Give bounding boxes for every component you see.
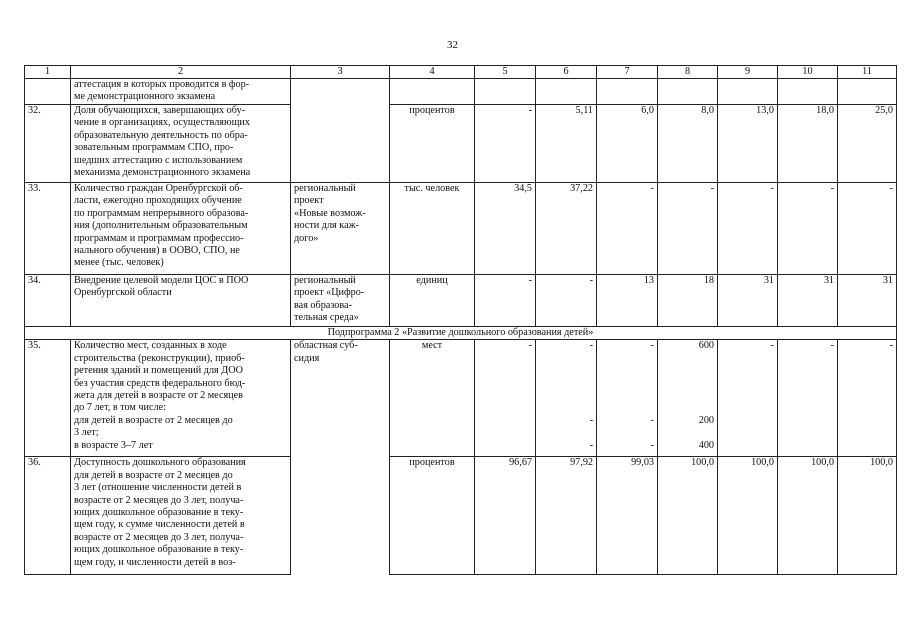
- table-row: [25, 79, 897, 105]
- value-2m-3y: -: [650, 414, 654, 426]
- value-cell: -: [658, 183, 718, 275]
- value-cell: [475, 340, 536, 457]
- row-number: 36.: [25, 457, 71, 575]
- value-cell: [718, 340, 778, 457]
- indicator-text: Количество мест, созданных в ходе строительства (реконструкции), приоб- ретения зданий и помещений для ДОО без участия средств федерального бюд- жета для детей в возрасте от 2 месяцев до 7 лет, в том числе: для детей в возрасте от 2 месяцев до 3 лет; в возрасте 3–7 лет: [71, 340, 291, 457]
- unit-cell: тыс. человек: [390, 183, 475, 275]
- value-cell: -: [475, 105, 536, 183]
- column-number: 3: [291, 66, 390, 79]
- source-cell: региональный проект «Новые возмож- ности для каж- дого»: [291, 183, 390, 275]
- unit-cell: процентов: [390, 457, 475, 575]
- value-cell: -: [718, 183, 778, 275]
- value-cell: 31: [718, 275, 778, 327]
- value-cell: [597, 79, 658, 105]
- value-cell: [778, 79, 838, 105]
- value-cell: 18: [658, 275, 718, 327]
- value-cell: 100,0: [838, 457, 897, 575]
- column-number: 10: [778, 66, 838, 79]
- value-cell: 25,0: [838, 105, 897, 183]
- value-cell: 31: [778, 275, 838, 327]
- unit-cell: процентов: [390, 105, 475, 183]
- value-total: 600: [698, 340, 714, 352]
- table-row: [25, 457, 897, 575]
- column-number: 5: [475, 66, 536, 79]
- table-row: [25, 183, 897, 275]
- value-total: -: [589, 340, 593, 352]
- value-cell: 31: [838, 275, 897, 327]
- value-cell: 100,0: [778, 457, 838, 575]
- value-cell: -: [475, 275, 536, 327]
- value-2m-3y: -: [589, 414, 593, 426]
- column-number: 2: [71, 66, 291, 79]
- value-cell: 34,5: [475, 183, 536, 275]
- subprogram-heading: Подпрограмма 2 «Развитие дошкольного образования детей»: [25, 327, 897, 340]
- value-cell: 96,67: [475, 457, 536, 575]
- value-cell: 5,11: [536, 105, 597, 183]
- value-cell: -: [536, 275, 597, 327]
- unit-cell: [390, 79, 475, 105]
- value-cell: [778, 340, 838, 457]
- row-number: 35.: [25, 340, 71, 457]
- row-number: 32.: [25, 105, 71, 183]
- value-cell: -: [778, 183, 838, 275]
- value-cell: 6,0: [597, 105, 658, 183]
- value-cell: [838, 340, 897, 457]
- column-number: 7: [597, 66, 658, 79]
- source-cell: областная суб- сидия: [291, 340, 390, 575]
- value-cell: [536, 340, 597, 457]
- value-cell: 37,22: [536, 183, 597, 275]
- value-cell: [718, 79, 778, 105]
- column-number-row: [25, 66, 897, 79]
- value-3-7y: 400: [698, 439, 714, 451]
- value-total: -: [770, 340, 774, 352]
- value-total: -: [528, 340, 532, 352]
- value-cell: 100,0: [718, 457, 778, 575]
- value-cell: -: [597, 183, 658, 275]
- value-cell: 18,0: [778, 105, 838, 183]
- column-number: 4: [390, 66, 475, 79]
- value-cell: 97,92: [536, 457, 597, 575]
- table-row: [25, 340, 897, 457]
- value-cell: 13,0: [718, 105, 778, 183]
- value-cell: [838, 79, 897, 105]
- value-cell: 99,03: [597, 457, 658, 575]
- column-number: 1: [25, 66, 71, 79]
- indicator-text: Внедрение целевой модели ЦОС в ПОО Оренбургской области: [71, 275, 291, 327]
- value-cell: [658, 340, 718, 457]
- value-total: -: [830, 340, 834, 352]
- page-number: 32: [447, 39, 458, 51]
- unit-cell: мест: [390, 340, 475, 457]
- indicator-text: Количество граждан Оренбургской об- ласти, ежегодно проходящих обучение по программам непрерывного образова- ния (дополнительным образовательным программам и программам профессио- нального обучения) в ООВО, СПО, не менее (тыс. человек): [71, 183, 291, 275]
- value-cell: [536, 79, 597, 105]
- value-cell: [597, 340, 658, 457]
- source-cell: региональный проект «Цифро- вая образова- тельная среда»: [291, 275, 390, 327]
- table-row: [25, 105, 897, 183]
- source-cell: [291, 79, 390, 183]
- value-cell: 8,0: [658, 105, 718, 183]
- value-cell: 100,0: [658, 457, 718, 575]
- unit-cell: единиц: [390, 275, 475, 327]
- row-number: 33.: [25, 183, 71, 275]
- indicator-text: аттестация в которых проводится в фор- ме демонстрационного экзамена: [71, 79, 291, 105]
- value-cell: -: [838, 183, 897, 275]
- column-number: 6: [536, 66, 597, 79]
- indicators-table: [24, 65, 897, 575]
- table-row: [25, 275, 897, 327]
- value-cell: [658, 79, 718, 105]
- row-number: 34.: [25, 275, 71, 327]
- value-3-7y: -: [650, 439, 654, 451]
- value-total: -: [889, 340, 893, 352]
- column-number: 9: [718, 66, 778, 79]
- value-total: -: [650, 340, 654, 352]
- column-number: 8: [658, 66, 718, 79]
- subprogram-row: [25, 327, 897, 340]
- value-cell: 13: [597, 275, 658, 327]
- value-2m-3y: 200: [698, 414, 714, 426]
- indicator-text: Доля обучающихся, завершающих обу- чение в организациях, осуществляющих образовательную деятельность по обра- зовательным программам СПО, про- шедших аттестацию с использованием механизма демонстрационного экзамена: [71, 105, 291, 183]
- row-number: [25, 79, 71, 105]
- column-number: 11: [838, 66, 897, 79]
- value-3-7y: -: [589, 439, 593, 451]
- indicator-text: Доступность дошкольного образования для детей в возрасте от 2 месяцев до 3 лет (отношение численности детей в возрасте от 2 месяцев до 3 лет, получа- ющих дошкольное образование в теку- щем году, к сумме численности детей в возрасте от 2 месяцев до 3 лет, получа- ющих дошкольное образование в теку- щем году, и численности детей в воз-: [71, 457, 291, 575]
- value-cell: [475, 79, 536, 105]
